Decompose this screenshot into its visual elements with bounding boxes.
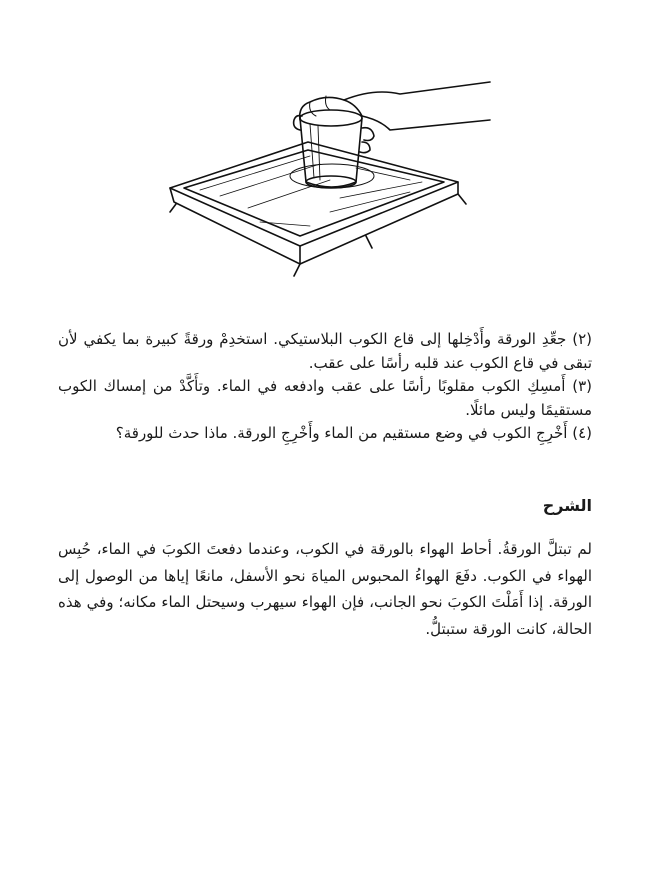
explanation-text: لم تبتلَّ الورقةُ. أحاط الهواء بالورقة في الكوب، وعندما دفعتَ الكوبَ في الماء، حُبِس الهواء في الكوب. دفَعَ الهواءُ المحبوس المياهَ نحو الأسفل، مانعًا إياها من الوصول إلى الورقة. إذا أَمَلْتَ الكوبَ نحو الجانب، فإن الهواء سيهرب وسيحتل الماء مكانه؛ وفي هذه الحالة، كانت الورقة ستبتلُّ. [58, 540, 592, 638]
step-3: (٣) أَمسِكِ الكوب مقلوبًا رأسًا على عقب وادفعه في الماء. وتأَكَّدْ من إمساك الكوب مستقيمًا وليس مائلًا. [58, 377, 592, 419]
procedure-steps [58, 328, 592, 446]
cup-in-water-tray-illustration [160, 80, 500, 280]
step-4: (٤) أَخْرِجِ الكوب في وضع مستقيم من الماء وأَخْرِجِ الورقة. ماذا حدث للورقة؟ [115, 424, 592, 442]
explanation-heading: الشرح [542, 496, 592, 515]
step-2: (٢) جعِّدِ الورقة وأَدْخِلها إلى قاع الكوب البلاستيكي. استخدِمْ ورقةً كبيرة بما يكفي لأن تبقى في قاع الكوب عند قلبه رأسًا على عقب. [58, 330, 592, 372]
